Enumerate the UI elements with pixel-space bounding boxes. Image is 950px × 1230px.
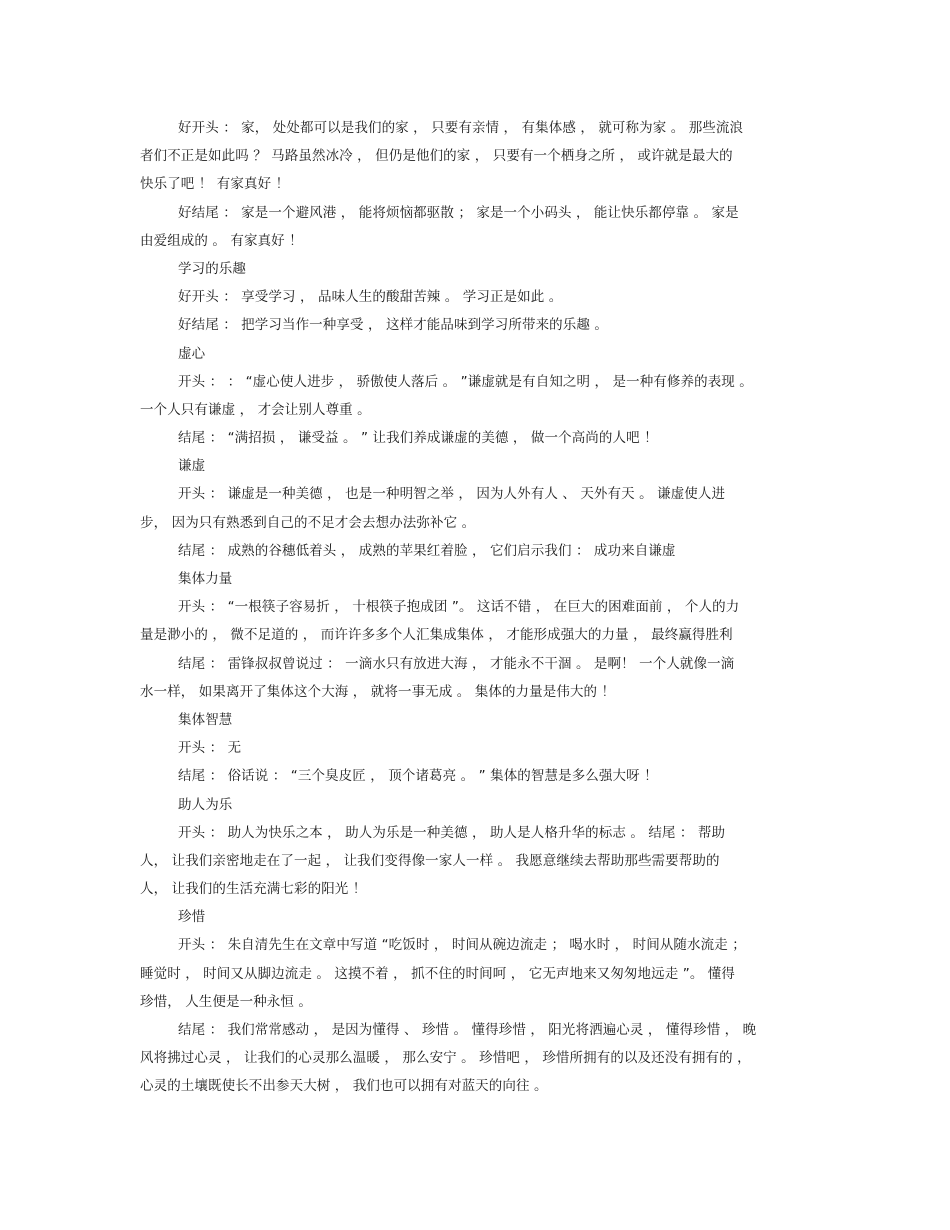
- text-line: 开头 ： “一根筷子容易折 ， 十根筷子抱成团 ”。 这话不错 ， 在巨大的困难面前 ， 个人的力: [178, 599, 740, 616]
- text-line: 水一样， 如果离开了集体这个大海 ， 就将一事无成 。 集体的力量是伟大的 ！: [140, 683, 616, 700]
- text-line: 开头 ： 助人为快乐之本 ， 助人为乐是一种美德 ， 助人是人格升华的标志 。 结尾 ： 帮助: [178, 824, 726, 841]
- document-body: [140, 114, 830, 1101]
- text-line: 结尾 ： 我们常常感动 ， 是因为懂得 、 珍惜 。 懂得珍惜 ， 阳光将洒遍心灵 ， 懂得珍惜 ， 晚: [178, 1022, 757, 1038]
- text-line: 珍惜: [178, 909, 206, 926]
- text-line: 助人为乐: [178, 796, 233, 813]
- text-line: 开头 ： ： “虚心使人进步 ， 骄傲使人落后 。 ”谦虚就是有自知之明 ， 是一种有修养的表现 。: [178, 373, 753, 390]
- text-line: 人， 让我们亲密地走在了一起 ， 让我们变得像一家人一样 。 我愿意继续去帮助那些需要帮助的: [140, 852, 720, 869]
- text-line: 人， 让我们的生活充满七彩的阳光 ！: [140, 881, 367, 898]
- text-line: 结尾 ： 成熟的谷穗低着头 ， 成熟的苹果红着脸 ， 它们启示我们 ： 成功来自谦虚: [178, 542, 676, 559]
- text-line: 学习的乐趣: [178, 260, 246, 277]
- text-line: 一个人只有谦虚 ， 才会让别人尊重 。: [140, 401, 371, 418]
- text-line: 集体智慧: [178, 711, 233, 728]
- text-line: 风将拂过心灵 ， 让我们的心灵那么温暖 ， 那么安宁 。 珍惜吧 ， 珍惜所拥有的以及还没有拥有的 ，: [140, 1050, 751, 1067]
- text-line: 虚心: [178, 345, 206, 362]
- text-line: 开头 ： 朱自清先生在文章中写道 “吃饭时 ， 时间从碗边流走 ； 喝水时 ， 时间从随水流走 ；: [178, 937, 746, 954]
- text-line: 由爱组成的 。 有家真好 ！: [140, 232, 303, 249]
- text-line: 结尾 ： 俗话说 ： “三个臭皮匠 ， 顶个诸葛亮 。 ” 集体的智慧是多么强大呀 ！: [178, 768, 658, 785]
- text-line: 睡觉时 ， 时间又从脚边流走 。 这摸不着 ， 抓不住的时间呵 ， 它无声地来又匆匆地远走 ”。 懂得: [140, 965, 736, 982]
- text-line: 开头 ： 谦虚是一种美德 ， 也是一种明智之举 ， 因为人外有人 、 天外有天 。 谦虚使人进: [178, 486, 726, 503]
- text-line: 集体力量: [178, 571, 233, 587]
- text-line: 步， 因为只有熟悉到自己的不足才会去想办法弥补它 。: [140, 514, 476, 531]
- text-line: 者们不正是如此吗 ？ 马路虽然冰冷 ， 但仍是他们的家 ， 只要有一个栖身之所 ， 或许就是最大的: [140, 148, 733, 165]
- text-line: 谦虚: [178, 458, 206, 475]
- text-line: 开头 ： 无: [178, 740, 242, 757]
- text-line: 好开头 ： 享受学习 ， 品味人生的酸甜苦辣 。 学习正是如此 。: [178, 289, 563, 306]
- text-line: 心灵的土壤既使长不出参天大树 ， 我们也可以拥有对蓝天的向往 。: [140, 1078, 548, 1095]
- text-line: 结尾 ： 雷锋叔叔曾说过 ： 一滴水只有放进大海 ， 才能永不干涸 。 是啊！ 一个人就像一滴: [178, 655, 735, 672]
- text-line: 好结尾 ： 把学习当作一种享受 ， 这样才能品味到学习所带来的乐趣 。: [178, 317, 608, 334]
- text-line: 结尾 ： “满招损 ， 谦受益 。 ” 让我们养成谦虚的美德 ， 做一个高尚的人吧 ！: [178, 430, 658, 447]
- text-line: 量是渺小的 ， 微不足道的 ， 而许许多多个人汇集成集体 ， 才能形成强大的力量 ， 最终赢得胜利: [140, 627, 733, 644]
- text-line: 珍惜， 人生便是一种永恒 。: [140, 993, 312, 1010]
- text-line: 快乐了吧 ！ 有家真好 ！: [140, 176, 290, 193]
- text-line: 好结尾 ： 家是一个避风港 ， 能将烦恼都驱散 ； 家是一个小码头 ， 能让快乐都停靠 。 家是: [178, 204, 739, 221]
- text-line: 好开头 ： 家， 处处都可以是我们的家 ， 只要有亲情 ， 有集体感 ， 就可称为家 。 那些流浪: [178, 120, 744, 136]
